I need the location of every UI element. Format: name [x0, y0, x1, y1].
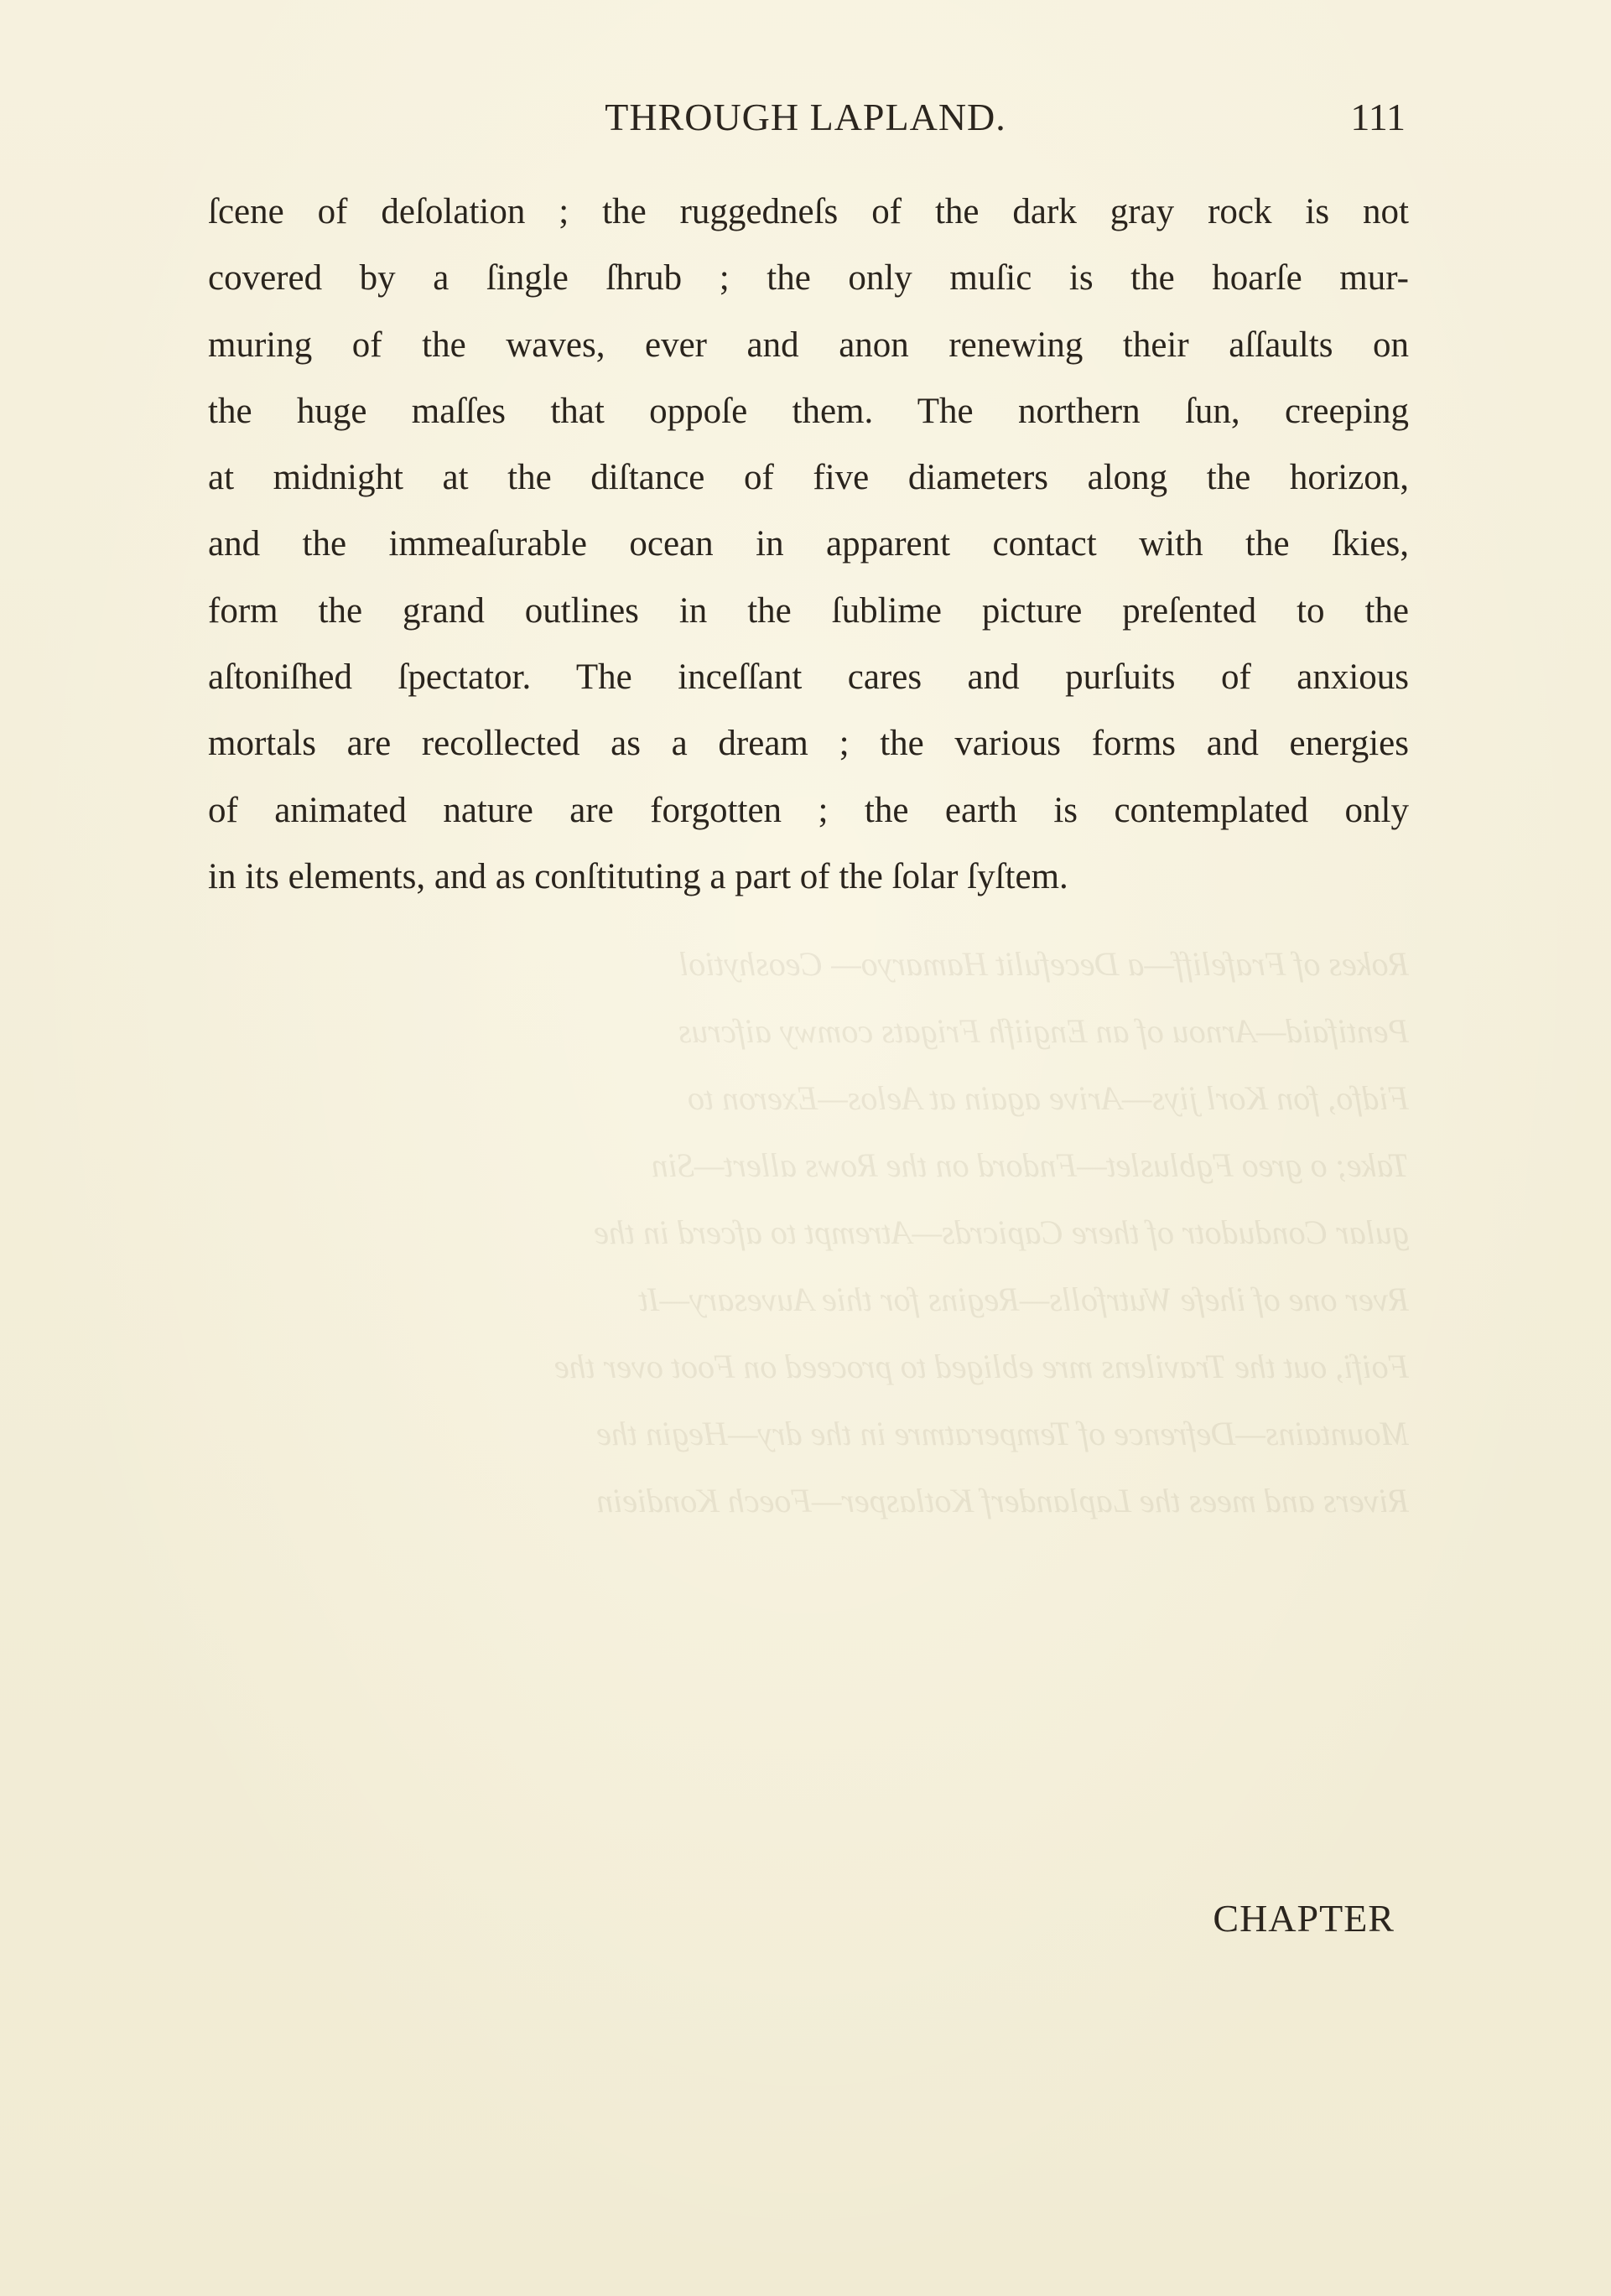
catchword: CHAPTER — [1213, 1897, 1395, 1940]
text-line: of animated nature are forgotten ; the earth is contemplated only — [208, 790, 1409, 830]
text-line: muring of the waves, ever and anon renewing their aſſaults on — [208, 325, 1409, 365]
page-number: 111 — [1350, 96, 1406, 138]
show-through-text: Rokes of Frafeliff—a Decefulit Hamaryo— Ceoshytiol Pentifaid—Arnou of an Engiifh Frigats comwy aifcrus Fidfo, fon Korl jiys—Arive again at Aelos—Exeron to Take; o greo Fgbluslet—Fndord on the Rows allert—Sin gular Condudotr of there Capicrds—Atrempt to afcerd in the Rver one of ihefe Wutrfolls—Regins for thie Auvesary—It Foifi, out the Travilens mre ebliged to proceed on Foot over the Mountains—Defrence of Temperatmre in the dry—Hegin the Rivers and mees the Laplanderf Kotlasper—Foech Kondiein — [553, 945, 1409, 1519]
text-line: the huge maſſes that oppoſe them. The northern ſun, creeping — [208, 391, 1409, 431]
text-line: covered by a ſingle ſhrub ; the only muſic is the hoarſe mur- — [208, 258, 1409, 299]
text-line: ſcene of deſolation ; the ruggedneſs of the dark gray rock is not — [208, 192, 1409, 231]
text-line: in its elements, and as conſtituting a part of the ſolar ſyſtem. — [208, 856, 1068, 896]
text-line: form the grand outlines in the ſublime picture preſented to the — [208, 590, 1409, 631]
text-line: at midnight at the diſtance of five diameters along the horizon, — [208, 458, 1409, 498]
text-line: aſtoniſhed ſpectator. The inceſſant cares and purſuits of anxious — [208, 657, 1409, 698]
running-title: THROUGH LAPLAND. — [605, 96, 1006, 138]
text-line: mortals are recollected as a dream ; the various forms and energies — [208, 724, 1409, 764]
text-line: and the immeaſurable ocean in apparent contact with the ſkies, — [208, 524, 1409, 564]
running-head — [0, 92, 1611, 143]
body-text — [208, 179, 1409, 910]
